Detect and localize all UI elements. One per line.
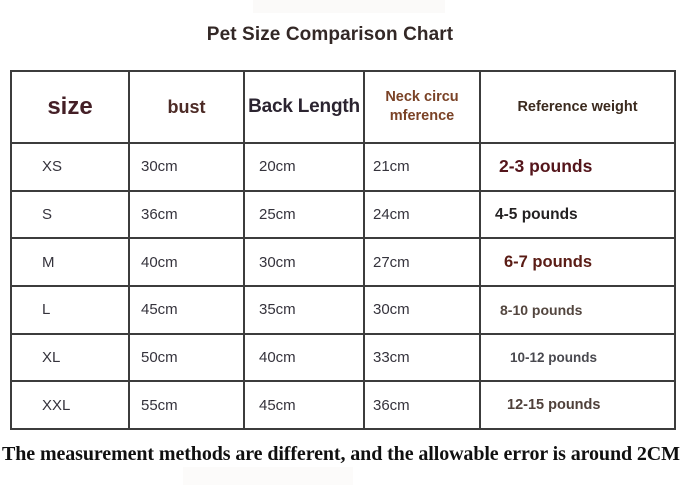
size-cell: S (11, 191, 129, 239)
size-cell: XS (11, 143, 129, 191)
bust-cell: 50cm (129, 334, 244, 382)
pet-size-table (10, 70, 676, 430)
back-length-cell: 35cm (244, 286, 364, 334)
header-cell-back-length: Back Length (244, 71, 364, 143)
neck-circumference-cell: 27cm (364, 238, 480, 286)
background-artifact-bottom (183, 467, 353, 485)
header-cell-neck-circumference: Neck circu mference (364, 71, 480, 143)
neck-circumference-cell: 30cm (364, 286, 480, 334)
table-row (11, 191, 675, 239)
header-cell-size: size (11, 71, 129, 143)
table-row (11, 238, 675, 286)
header-cell-bust: bust (129, 71, 244, 143)
header-cell-reference-weight: Reference weight (480, 71, 675, 143)
size-cell: L (11, 286, 129, 334)
back-length-cell: 30cm (244, 238, 364, 286)
table-row (11, 286, 675, 334)
table-row (11, 143, 675, 191)
neck-circumference-cell: 21cm (364, 143, 480, 191)
back-length-cell: 40cm (244, 334, 364, 382)
reference-weight-cell: 2-3 pounds (480, 143, 675, 191)
table-header-row (11, 71, 675, 143)
background-artifact-top (253, 0, 445, 13)
bust-cell: 45cm (129, 286, 244, 334)
reference-weight-cell: 8-10 pounds (480, 286, 675, 334)
size-cell: XXL (11, 381, 129, 429)
measurement-note: The measurement methods are different, and the allowable error is around 2CM (2, 443, 680, 465)
reference-weight-cell: 6-7 pounds (480, 238, 675, 286)
table-row (11, 381, 675, 429)
neck-circumference-cell: 24cm (364, 191, 480, 239)
reference-weight-cell: 10-12 pounds (480, 334, 675, 382)
size-cell: XL (11, 334, 129, 382)
back-length-cell: 25cm (244, 191, 364, 239)
table-row (11, 334, 675, 382)
bust-cell: 55cm (129, 381, 244, 429)
neck-circumference-cell: 33cm (364, 334, 480, 382)
reference-weight-cell: 4-5 pounds (480, 191, 675, 239)
size-cell: M (11, 238, 129, 286)
bust-cell: 30cm (129, 143, 244, 191)
reference-weight-cell: 12-15 pounds (480, 381, 675, 429)
neck-circumference-cell: 36cm (364, 381, 480, 429)
back-length-cell: 20cm (244, 143, 364, 191)
back-length-cell: 45cm (244, 381, 364, 429)
bust-cell: 40cm (129, 238, 244, 286)
bust-cell: 36cm (129, 191, 244, 239)
page-title: Pet Size Comparison Chart (206, 24, 454, 45)
